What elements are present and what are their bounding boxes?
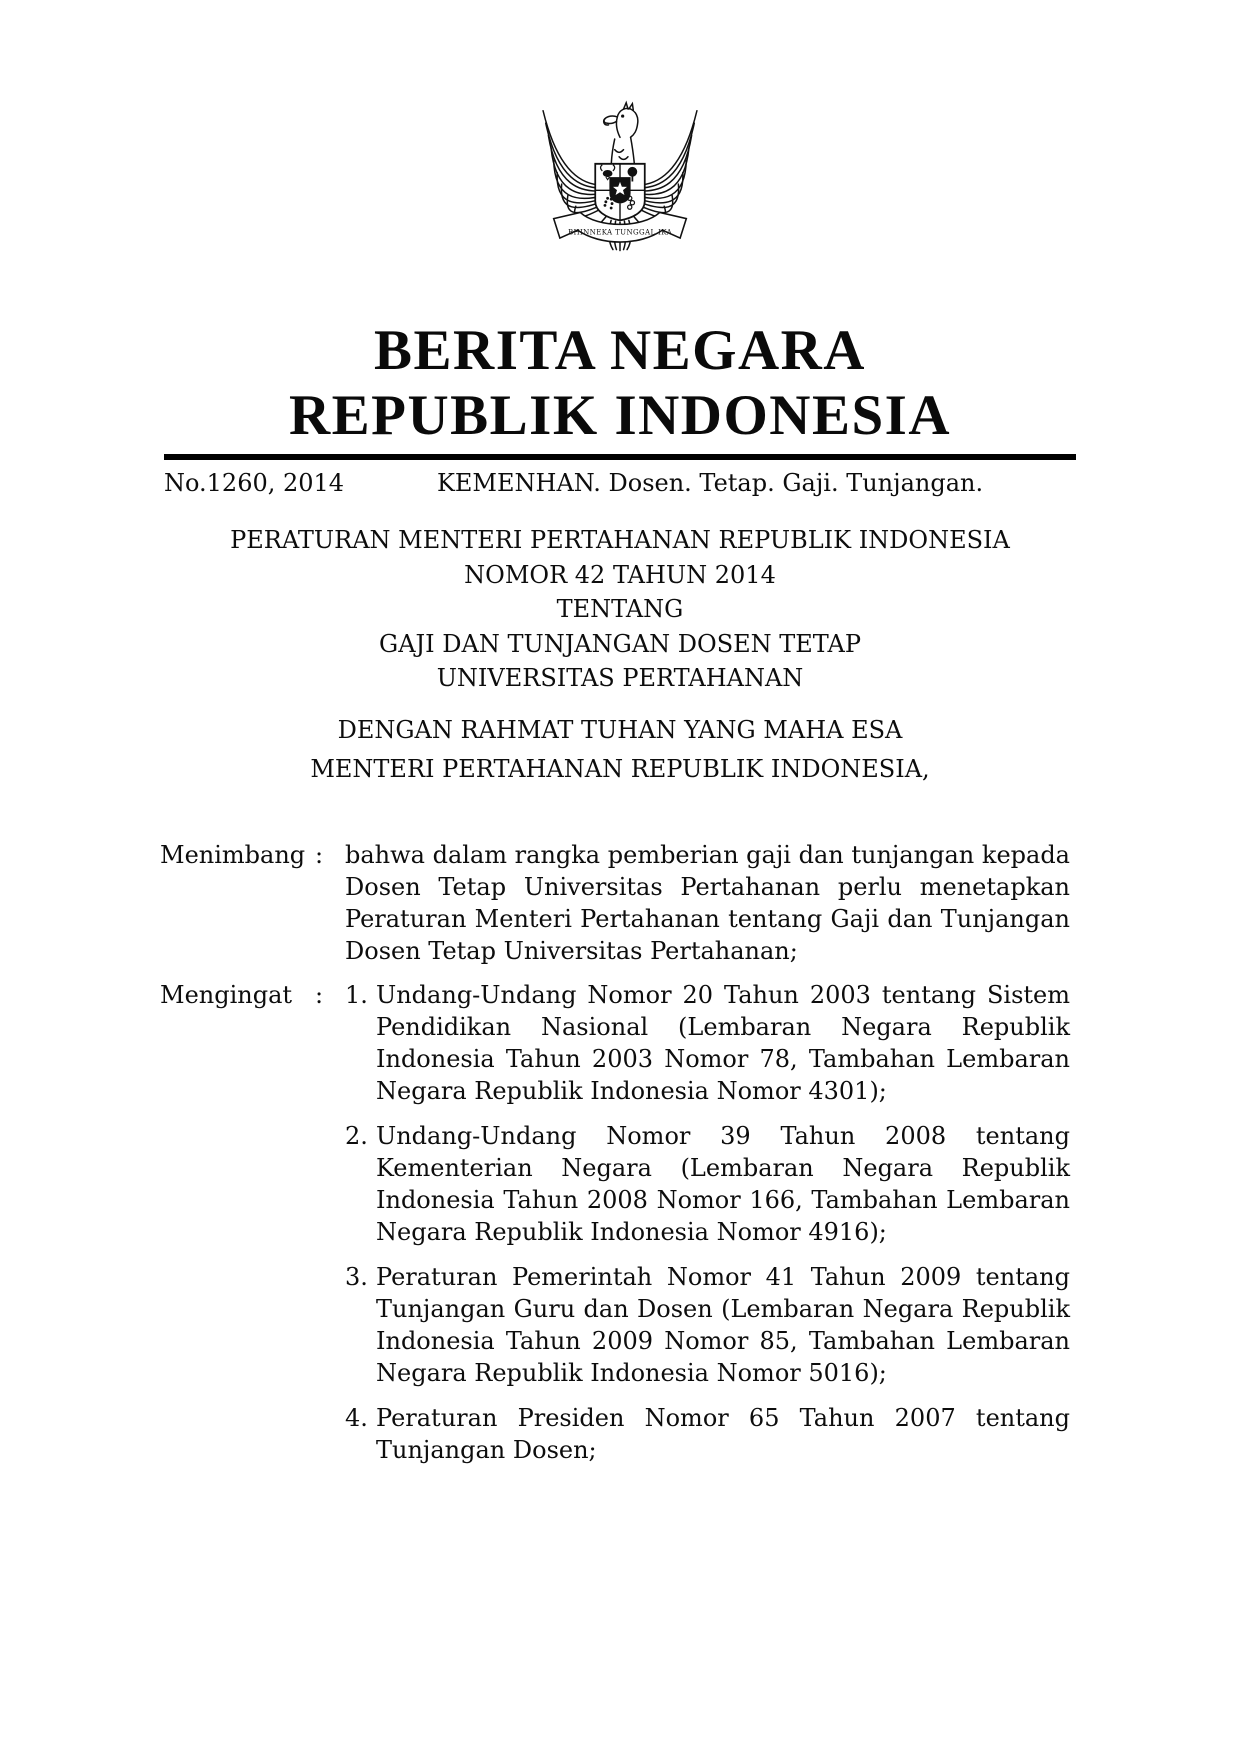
recalling-section bbox=[160, 979, 1070, 1466]
list-item bbox=[345, 1120, 1070, 1248]
recalling-body bbox=[345, 979, 1070, 1466]
invocation-line1: DENGAN RAHMAT TUHAN YANG MAHA ESA bbox=[337, 715, 903, 744]
list-item-text: Undang-Undang Nomor 39 Tahun 2008 tentang Kementerian Negara (Lembaran Negara Republik Indonesia Tahun 2008 Nomor 166, Tambahan Lembaran Negara Republik Indonesia Nomor 4916); bbox=[376, 1121, 1070, 1246]
masthead-line2: REPUBLIK INDONESIA bbox=[288, 384, 952, 447]
list-item-number: 2. bbox=[345, 1121, 368, 1150]
garuda-pancasila-emblem bbox=[0, 0, 1240, 254]
issue-row bbox=[164, 467, 1076, 499]
considering-label: Menimbang bbox=[160, 840, 306, 869]
issue-subject: KEMENHAN. Dosen. Tetap. Gaji. Tunjangan. bbox=[436, 469, 984, 497]
list-item-number: 3. bbox=[345, 1262, 368, 1291]
heading-line-2: NOMOR 42 TAHUN 2014 bbox=[464, 560, 776, 589]
regulation-heading bbox=[0, 523, 1240, 696]
heading-line-1: PERATURAN MENTERI PERTAHANAN REPUBLIK INDONESIA bbox=[230, 526, 1010, 554]
garuda-icon bbox=[531, 86, 709, 254]
heading-line-5: UNIVERSITAS PERTAHANAN bbox=[436, 664, 804, 692]
considering-body bbox=[345, 839, 1070, 967]
list-item-text: Peraturan Pemerintah Nomor 41 Tahun 2009 tentang Tunjangan Guru dan Dosen (Lembaran Negara Republik Indonesia Tahun 2009 Nomor 85, Tambahan Lembaran Negara Republik Indonesia Nomor 5016); bbox=[376, 1262, 1070, 1387]
heading-line-4: GAJI DAN TUNJANGAN DOSEN TETAP bbox=[379, 629, 861, 658]
considering-text: bahwa dalam rangka pemberian gaji dan tunjangan kepada Dosen Tetap Universitas Pertahanan perlu menetapkan Peraturan Menteri Pertahanan tentang Gaji dan Tunjangan Dosen Tetap Universitas Pertahanan; bbox=[345, 840, 1070, 965]
invocation bbox=[0, 713, 1240, 787]
emblem-motto: BHINNEKA TUNGGAL IKA bbox=[567, 227, 673, 237]
list-item bbox=[345, 979, 1070, 1107]
list-item bbox=[345, 1261, 1070, 1389]
invocation-line2: MENTERI PERTAHANAN REPUBLIK INDONESIA, bbox=[310, 755, 930, 783]
considering-colon: : bbox=[315, 840, 324, 869]
list-item-number: 4. bbox=[345, 1403, 368, 1432]
masthead bbox=[0, 318, 1240, 448]
issue-number: No.1260, 2014 bbox=[164, 469, 345, 497]
list-item-text: Peraturan Presiden Nomor 65 Tahun 2007 tentang Tunjangan Dosen; bbox=[376, 1403, 1070, 1464]
masthead-rule bbox=[164, 454, 1076, 460]
list-item-text: Undang-Undang Nomor 20 Tahun 2003 tentang Sistem Pendidikan Nasional (Lembaran Negara Republik Indonesia Tahun 2003 Nomor 78, Tambahan Lembaran Negara Republik Indonesia Nomor 4301); bbox=[376, 980, 1070, 1105]
recalling-label: Mengingat bbox=[160, 980, 293, 1009]
recalling-colon: : bbox=[315, 980, 324, 1009]
list-item-number: 1. bbox=[345, 980, 368, 1009]
list-item bbox=[345, 1402, 1070, 1466]
considering-section bbox=[160, 839, 1070, 967]
heading-line-3: TENTANG bbox=[556, 595, 684, 623]
masthead-line1: BERITA NEGARA bbox=[374, 319, 866, 382]
